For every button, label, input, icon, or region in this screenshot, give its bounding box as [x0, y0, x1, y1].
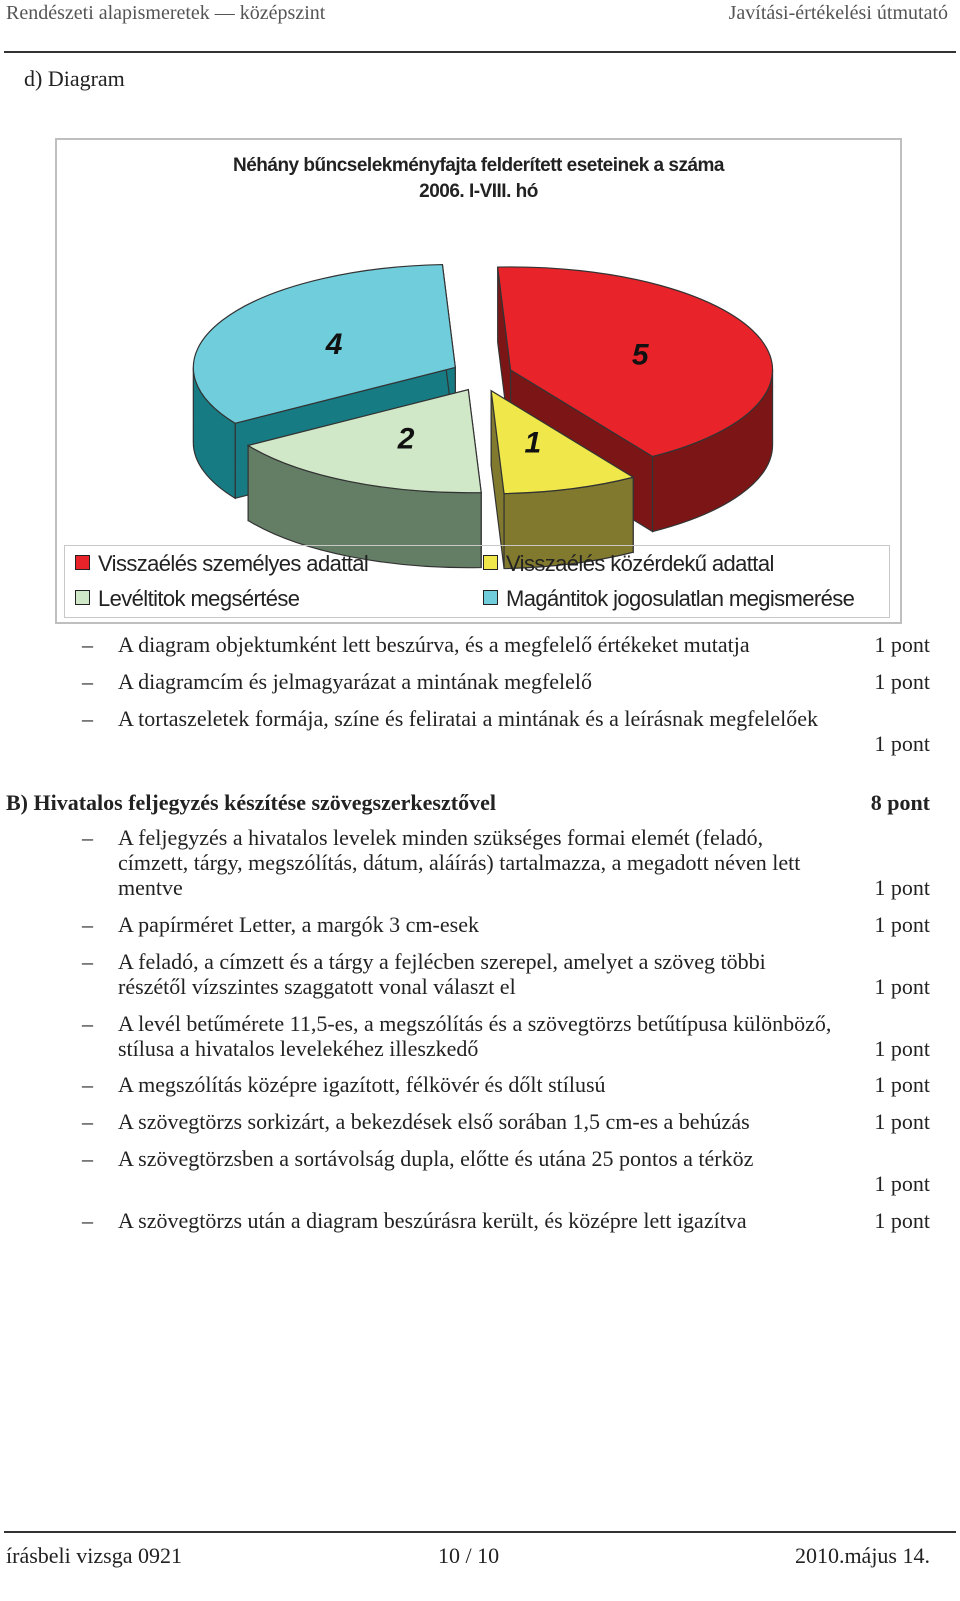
dash-bullet: –: [82, 1011, 93, 1036]
pie-data-label: 2: [397, 422, 415, 456]
header-right: Javítási-értékelési útmutató: [728, 2, 948, 24]
criterion-b-points: 1 pont: [874, 1171, 930, 1196]
dash-bullet: –: [82, 912, 93, 937]
chart-title-line1: Néhány bűncselekményfajta felderített eseteinek a száma: [232, 155, 724, 176]
criterion-b-text: A feljegyzés a hivatalos levelek minden szükséges formai elemét (feladó, címzett, tárgy, megszólítás, dátum, aláírás) tartalmazza, a megadott néven lett mentve: [118, 825, 801, 900]
footer-divider: [4, 1531, 956, 1533]
legend-item: [75, 551, 368, 577]
legend-swatch: [75, 590, 90, 605]
header-divider: [4, 51, 956, 53]
section-d-heading: d) Diagram: [24, 66, 125, 91]
pie-chart: [55, 138, 902, 624]
dash-bullet: –: [82, 1208, 93, 1233]
criterion-b-text: A papírméret Letter, a margók 3 cm-esek: [118, 912, 479, 937]
dash-bullet: –: [82, 1072, 93, 1097]
dash-bullet: –: [82, 706, 93, 731]
criterion-b-text: A megszólítás középre igazított, félkövér és dőlt stílusú: [118, 1072, 606, 1097]
criterion-d-points: 1 pont: [874, 669, 930, 694]
criterion-b-text: A levél betűmérete 11,5-es, a megszólítás és a szövegtörzs betűtípusa különböző, stílusa a hivatalos levelekéhez illeszkedő: [118, 1011, 832, 1061]
dash-bullet: –: [82, 1146, 93, 1171]
chart-legend: [64, 545, 890, 618]
section-b-points: 8 pont: [870, 790, 930, 815]
legend-label: Visszaélés személyes adattal: [98, 551, 369, 576]
criterion-b-points: 1 pont: [874, 875, 930, 900]
dash-bullet: –: [82, 949, 93, 974]
criterion-b-text: A feladó, a címzett és a tárgy a fejlécben szerepel, amelyet a szöveg többi részétől vízszintes szaggatott vonal választ el: [118, 949, 766, 999]
legend-item: [483, 586, 854, 612]
footer-center: 10 / 10: [438, 1543, 500, 1568]
pie-data-label: 1: [524, 426, 542, 460]
legend-label: Visszaélés közérdekű adattal: [506, 551, 774, 576]
criterion-d-text: A tortaszeletek formája, színe és feliratai a mintának és a leírásnak megfelelőek: [118, 706, 819, 731]
criterion-d-text: A diagramcím és jelmagyarázat a mintának megfelelő: [118, 669, 593, 694]
header-left: Rendészeti alapismeretek — középszint: [6, 2, 326, 24]
criterion-b-points: 1 pont: [874, 912, 930, 937]
dash-bullet: –: [82, 1109, 93, 1134]
criterion-b-points: 1 pont: [874, 1072, 930, 1097]
chart-title-line2: 2006. I-VIII. hó: [419, 181, 538, 202]
criterion-b-points: 1 pont: [874, 974, 930, 999]
footer-right: 2010.május 14.: [794, 1543, 930, 1568]
chart-title: [57, 153, 900, 205]
criterion-b-points: 1 pont: [874, 1036, 930, 1061]
criterion-d-text: A diagram objektumként lett beszúrva, és a megfelelő értékeket mutatja: [118, 632, 750, 657]
criterion-b-points: 1 pont: [874, 1208, 930, 1233]
legend-item: [483, 551, 774, 577]
pie-data-label: 4: [325, 327, 343, 361]
legend-swatch: [75, 555, 90, 570]
legend-swatch: [483, 555, 498, 570]
section-b-title: B) Hivatalos feljegyzés készítése szövegszerkesztővel: [6, 790, 496, 815]
dash-bullet: –: [82, 825, 93, 850]
legend-item: [75, 586, 299, 612]
criterion-b-text: A szövegtörzsben a sortávolság dupla, előtte és utána 25 pontos a térköz: [118, 1146, 754, 1171]
footer-left: írásbeli vizsga 0921: [6, 1543, 182, 1568]
criterion-b-text: A szövegtörzs után a diagram beszúrásra került, és középre lett igazítva: [118, 1208, 747, 1233]
dash-bullet: –: [82, 669, 93, 694]
legend-label: Levéltitok megsértése: [98, 586, 300, 611]
legend-label: Magántitok jogosulatlan megismerése: [506, 586, 855, 611]
criterion-b-points: 1 pont: [874, 1109, 930, 1134]
criterion-d-points: 1 pont: [874, 632, 930, 657]
dash-bullet: –: [82, 632, 93, 657]
criterion-d-points: 1 pont: [874, 731, 930, 756]
pie-data-label: 5: [631, 338, 649, 372]
legend-swatch: [483, 590, 498, 605]
criterion-b-text: A szövegtörzs sorkizárt, a bekezdések első sorában 1,5 cm-es a behúzás: [118, 1109, 750, 1134]
